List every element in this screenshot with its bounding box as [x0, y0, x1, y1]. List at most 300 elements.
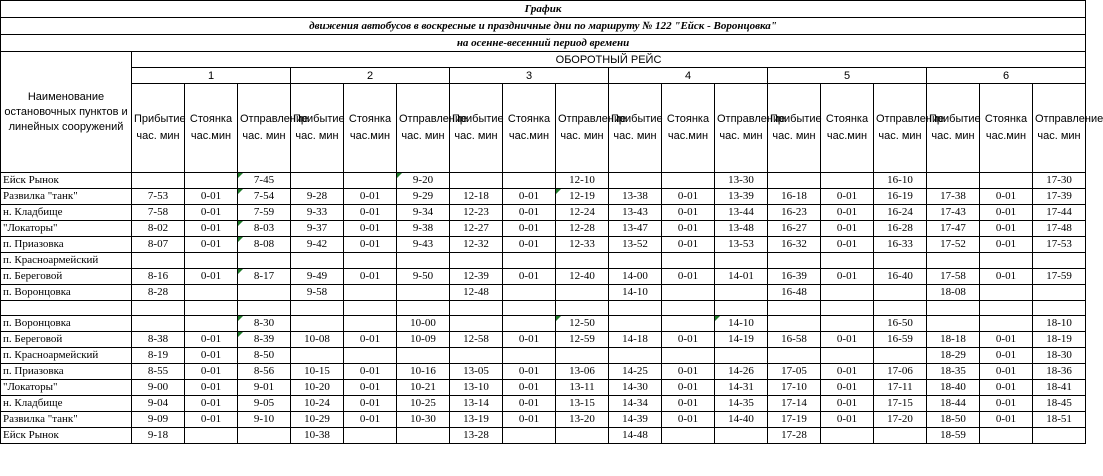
stop-name: п. Красноармейский	[1, 348, 132, 364]
arrival-time: 13-14	[450, 396, 503, 412]
departure-time	[238, 253, 291, 269]
table-row	[1, 205, 1086, 221]
departure-time: 13-44	[715, 205, 768, 221]
stop-duration	[185, 428, 238, 444]
stop-duration-header: Стоянка час.мин	[821, 84, 874, 173]
arrival-time: 14-39	[609, 412, 662, 428]
stop-duration: 0-01	[185, 380, 238, 396]
departure-time: 8-30	[238, 316, 291, 332]
arrival-time: 17-14	[768, 396, 821, 412]
arrival-time: 14-30	[609, 380, 662, 396]
arrival-time	[291, 173, 344, 189]
departure-time: 16-19	[874, 189, 927, 205]
stop-duration: 0-01	[662, 364, 715, 380]
arrival-time: 8-07	[132, 237, 185, 253]
arrival-time	[450, 173, 503, 189]
stop-duration: 0-01	[980, 189, 1033, 205]
arrival-header: Прибытие час. мин	[132, 84, 185, 173]
arrival-time: 18-35	[927, 364, 980, 380]
stop-duration: 0-01	[980, 269, 1033, 285]
arrival-time: 16-27	[768, 221, 821, 237]
table-row	[1, 332, 1086, 348]
departure-time	[556, 348, 609, 364]
arrival-time	[609, 173, 662, 189]
stop-name: "Локаторы"	[1, 380, 132, 396]
arrival-time: 17-58	[927, 269, 980, 285]
departure-time: 16-59	[874, 332, 927, 348]
stop-duration: 0-01	[821, 396, 874, 412]
departure-time	[715, 348, 768, 364]
arrival-time: 8-19	[132, 348, 185, 364]
arrival-time: 10-20	[291, 380, 344, 396]
stop-duration: 0-01	[662, 221, 715, 237]
stop-duration	[185, 253, 238, 269]
stop-duration: 0-01	[662, 189, 715, 205]
arrival-time: 18-59	[927, 428, 980, 444]
stop-duration	[344, 285, 397, 301]
departure-time: 18-45	[1033, 396, 1086, 412]
stop-duration: 0-01	[344, 380, 397, 396]
arrival-time	[450, 316, 503, 332]
departure-time: 17-59	[1033, 269, 1086, 285]
trip-number-header: 2	[291, 68, 450, 84]
departure-time: 12-28	[556, 221, 609, 237]
arrival-time: 9-00	[132, 380, 185, 396]
stop-duration: 0-01	[821, 269, 874, 285]
stop-duration	[503, 428, 556, 444]
stop-duration: 0-01	[503, 205, 556, 221]
table-row	[1, 380, 1086, 396]
arrival-time: 13-05	[450, 364, 503, 380]
arrival-header: Прибытие час. мин	[609, 84, 662, 173]
departure-time: 7-54	[238, 189, 291, 205]
departure-time: 12-24	[556, 205, 609, 221]
arrival-time: 12-48	[450, 285, 503, 301]
table-row	[1, 189, 1086, 205]
departure-time	[874, 285, 927, 301]
arrival-time: 13-43	[609, 205, 662, 221]
stop-duration	[185, 285, 238, 301]
departure-time: 13-53	[715, 237, 768, 253]
stop-duration: 0-01	[344, 269, 397, 285]
arrival-time: 14-10	[609, 285, 662, 301]
arrival-time	[609, 301, 662, 316]
departure-time: 13-48	[715, 221, 768, 237]
stop-duration	[662, 316, 715, 332]
stop-duration: 0-01	[344, 221, 397, 237]
stop-duration: 0-01	[344, 332, 397, 348]
departure-header: Отправление час. мин	[715, 84, 768, 173]
trip-number-header: 1	[132, 68, 291, 84]
departure-time: 13-20	[556, 412, 609, 428]
stop-duration	[980, 173, 1033, 189]
arrival-time: 17-47	[927, 221, 980, 237]
arrival-time	[132, 173, 185, 189]
arrival-time: 14-34	[609, 396, 662, 412]
departure-time: 18-36	[1033, 364, 1086, 380]
departure-time	[397, 301, 450, 316]
stop-name: Развилка "танк"	[1, 189, 132, 205]
departure-time: 16-40	[874, 269, 927, 285]
stop-name: п. Береговой	[1, 269, 132, 285]
stop-duration: 0-01	[821, 332, 874, 348]
stop-name: п. Приазовка	[1, 237, 132, 253]
arrival-time	[132, 301, 185, 316]
table-row	[1, 237, 1086, 253]
departure-time: 9-05	[238, 396, 291, 412]
arrival-time	[291, 253, 344, 269]
departure-time: 14-31	[715, 380, 768, 396]
stop-duration: 0-01	[344, 396, 397, 412]
departure-time	[238, 428, 291, 444]
arrival-time: 9-28	[291, 189, 344, 205]
arrival-time	[609, 316, 662, 332]
stop-duration: 0-01	[662, 380, 715, 396]
stop-duration	[344, 253, 397, 269]
table-row	[1, 173, 1086, 189]
departure-time	[874, 301, 927, 316]
stop-duration: 0-01	[185, 237, 238, 253]
arrival-time: 9-49	[291, 269, 344, 285]
table-row	[1, 285, 1086, 301]
stop-duration-header: Стоянка час.мин	[980, 84, 1033, 173]
table-row	[1, 301, 1086, 316]
stop-duration: 0-01	[185, 269, 238, 285]
stop-duration: 0-01	[185, 348, 238, 364]
departure-time: 9-43	[397, 237, 450, 253]
stop-duration: 0-01	[980, 348, 1033, 364]
stop-duration	[662, 253, 715, 269]
arrival-time: 17-38	[927, 189, 980, 205]
arrival-time	[291, 316, 344, 332]
stop-name	[1, 301, 132, 316]
reis-header: ОБОРОТНЫЙ РЕЙС	[132, 52, 1086, 68]
arrival-time: 7-58	[132, 205, 185, 221]
stop-duration: 0-01	[980, 396, 1033, 412]
departure-time: 18-19	[1033, 332, 1086, 348]
arrival-time	[609, 348, 662, 364]
departure-time: 8-17	[238, 269, 291, 285]
arrival-time: 14-25	[609, 364, 662, 380]
departure-time: 10-00	[397, 316, 450, 332]
departure-time: 9-10	[238, 412, 291, 428]
stop-duration: 0-01	[821, 237, 874, 253]
stop-duration	[185, 173, 238, 189]
departure-time: 17-30	[1033, 173, 1086, 189]
departure-time	[715, 301, 768, 316]
arrival-time: 14-18	[609, 332, 662, 348]
arrival-time: 13-19	[450, 412, 503, 428]
stop-name: п. Воронцовка	[1, 285, 132, 301]
stop-duration: 0-01	[980, 380, 1033, 396]
departure-time: 14-19	[715, 332, 768, 348]
arrival-time	[768, 173, 821, 189]
stop-duration	[821, 428, 874, 444]
stop-duration	[344, 173, 397, 189]
stop-duration: 0-01	[821, 205, 874, 221]
stop-duration: 0-01	[503, 269, 556, 285]
trip-number-header: 5	[768, 68, 927, 84]
stop-duration: 0-01	[185, 189, 238, 205]
stop-duration: 0-01	[821, 364, 874, 380]
stop-duration: 0-01	[503, 237, 556, 253]
stop-duration	[503, 253, 556, 269]
arrival-time: 17-43	[927, 205, 980, 221]
stop-duration	[662, 428, 715, 444]
stop-duration: 0-01	[185, 412, 238, 428]
departure-time	[238, 285, 291, 301]
stop-duration: 0-01	[503, 396, 556, 412]
stop-duration: 0-01	[185, 364, 238, 380]
arrival-time: 9-09	[132, 412, 185, 428]
departure-time	[874, 253, 927, 269]
stop-duration	[980, 301, 1033, 316]
arrival-time	[927, 173, 980, 189]
stop-duration	[344, 316, 397, 332]
arrival-time: 9-42	[291, 237, 344, 253]
stop-duration: 0-01	[185, 205, 238, 221]
arrival-time: 18-18	[927, 332, 980, 348]
departure-time: 9-29	[397, 189, 450, 205]
stop-duration: 0-01	[662, 205, 715, 221]
stop-duration-header: Стоянка час.мин	[344, 84, 397, 173]
arrival-time: 10-24	[291, 396, 344, 412]
arrival-time: 18-44	[927, 396, 980, 412]
stop-duration: 0-01	[980, 332, 1033, 348]
stop-duration: 0-01	[662, 237, 715, 253]
table-row	[1, 412, 1086, 428]
arrival-time	[768, 301, 821, 316]
stop-duration	[503, 301, 556, 316]
departure-time: 7-45	[238, 173, 291, 189]
departure-time: 8-56	[238, 364, 291, 380]
departure-time: 17-39	[1033, 189, 1086, 205]
departure-time	[1033, 253, 1086, 269]
departure-time	[715, 428, 768, 444]
departure-time: 9-38	[397, 221, 450, 237]
departure-time: 10-30	[397, 412, 450, 428]
stop-duration: 0-01	[980, 205, 1033, 221]
stop-name: Развилка "танк"	[1, 412, 132, 428]
arrival-header: Прибытие час. мин	[768, 84, 821, 173]
stop-duration	[821, 316, 874, 332]
arrival-time: 12-18	[450, 189, 503, 205]
table-row	[1, 221, 1086, 237]
table-row	[1, 348, 1086, 364]
arrival-time: 12-58	[450, 332, 503, 348]
stop-duration	[821, 348, 874, 364]
arrival-time: 13-52	[609, 237, 662, 253]
departure-time	[1033, 428, 1086, 444]
arrival-time: 17-28	[768, 428, 821, 444]
stop-duration: 0-01	[980, 221, 1033, 237]
departure-time: 13-11	[556, 380, 609, 396]
stop-duration: 0-01	[503, 412, 556, 428]
arrival-time: 8-16	[132, 269, 185, 285]
departure-time: 8-03	[238, 221, 291, 237]
arrival-time: 16-39	[768, 269, 821, 285]
departure-time	[397, 348, 450, 364]
arrival-time: 18-40	[927, 380, 980, 396]
departure-time: 16-10	[874, 173, 927, 189]
schedule-subtitle: движения автобусов в воскресные и праздничные дни по маршруту № 122 "Ейск - Воронцовка"	[1, 18, 1086, 35]
stop-duration	[503, 316, 556, 332]
departure-time: 18-10	[1033, 316, 1086, 332]
stop-duration: 0-01	[185, 332, 238, 348]
arrival-time	[132, 253, 185, 269]
stop-duration: 0-01	[503, 380, 556, 396]
arrival-time: 13-28	[450, 428, 503, 444]
stop-duration: 0-01	[344, 364, 397, 380]
arrival-time	[132, 316, 185, 332]
stop-duration	[662, 348, 715, 364]
stop-duration: 0-01	[662, 396, 715, 412]
arrival-time	[291, 348, 344, 364]
stop-duration	[185, 301, 238, 316]
arrival-time: 13-38	[609, 189, 662, 205]
departure-time	[397, 253, 450, 269]
stop-name-header: Наименование остановочных пунктов и линейных сооружений	[1, 52, 132, 173]
arrival-header: Прибытие час. мин	[291, 84, 344, 173]
arrival-time: 14-00	[609, 269, 662, 285]
stop-duration: 0-01	[344, 189, 397, 205]
departure-time	[874, 348, 927, 364]
stop-duration: 0-01	[980, 412, 1033, 428]
stop-duration: 0-01	[503, 332, 556, 348]
departure-time	[1033, 301, 1086, 316]
trip-number-header: 6	[927, 68, 1086, 84]
stop-duration-header: Стоянка час.мин	[503, 84, 556, 173]
arrival-time: 16-48	[768, 285, 821, 301]
arrival-time: 13-47	[609, 221, 662, 237]
departure-time	[556, 285, 609, 301]
stop-duration: 0-01	[185, 221, 238, 237]
stop-duration-header: Стоянка час.мин	[662, 84, 715, 173]
departure-time: 9-34	[397, 205, 450, 221]
departure-time: 17-44	[1033, 205, 1086, 221]
departure-time: 12-33	[556, 237, 609, 253]
departure-time: 16-33	[874, 237, 927, 253]
stop-duration: 0-01	[662, 269, 715, 285]
stop-duration	[821, 301, 874, 316]
table-row	[1, 316, 1086, 332]
stop-duration	[503, 173, 556, 189]
stop-duration: 0-01	[980, 237, 1033, 253]
departure-time: 8-39	[238, 332, 291, 348]
departure-time: 9-20	[397, 173, 450, 189]
stop-duration	[503, 348, 556, 364]
arrival-time: 18-50	[927, 412, 980, 428]
stop-duration	[344, 301, 397, 316]
arrival-time: 10-29	[291, 412, 344, 428]
departure-header: Отправление час. мин	[874, 84, 927, 173]
stop-name: Ейск Рынок	[1, 428, 132, 444]
stop-duration: 0-01	[503, 189, 556, 205]
arrival-time	[768, 253, 821, 269]
departure-time: 17-06	[874, 364, 927, 380]
departure-time: 9-50	[397, 269, 450, 285]
departure-time: 14-01	[715, 269, 768, 285]
stop-duration	[980, 316, 1033, 332]
arrival-time: 12-27	[450, 221, 503, 237]
table-row	[1, 364, 1086, 380]
departure-time	[715, 285, 768, 301]
departure-time: 7-59	[238, 205, 291, 221]
arrival-time	[768, 348, 821, 364]
trip-number-header: 4	[609, 68, 768, 84]
stop-name: п. Красноармейский	[1, 253, 132, 269]
arrival-time: 17-19	[768, 412, 821, 428]
departure-time: 10-09	[397, 332, 450, 348]
departure-time: 13-15	[556, 396, 609, 412]
departure-time: 12-50	[556, 316, 609, 332]
stop-duration: 0-01	[980, 364, 1033, 380]
stop-duration	[821, 285, 874, 301]
departure-time: 14-26	[715, 364, 768, 380]
arrival-time	[450, 301, 503, 316]
arrival-time	[927, 253, 980, 269]
stop-name: Ейск Рынок	[1, 173, 132, 189]
departure-time: 10-21	[397, 380, 450, 396]
arrival-header: Прибытие час. мин	[927, 84, 980, 173]
departure-header: Отправление час. мин	[238, 84, 291, 173]
departure-time	[1033, 285, 1086, 301]
arrival-time: 10-08	[291, 332, 344, 348]
arrival-time: 12-23	[450, 205, 503, 221]
departure-time: 13-30	[715, 173, 768, 189]
arrival-time	[927, 301, 980, 316]
arrival-time: 9-33	[291, 205, 344, 221]
stop-duration: 0-01	[821, 221, 874, 237]
departure-time: 14-10	[715, 316, 768, 332]
arrival-time: 9-04	[132, 396, 185, 412]
departure-time	[874, 428, 927, 444]
arrival-time: 18-08	[927, 285, 980, 301]
stop-duration	[344, 428, 397, 444]
stop-duration	[980, 428, 1033, 444]
departure-time: 17-53	[1033, 237, 1086, 253]
table-row	[1, 253, 1086, 269]
departure-time: 18-51	[1033, 412, 1086, 428]
departure-time: 10-16	[397, 364, 450, 380]
departure-time: 17-20	[874, 412, 927, 428]
stop-duration: 0-01	[503, 221, 556, 237]
stop-duration: 0-01	[344, 237, 397, 253]
stop-duration: 0-01	[821, 380, 874, 396]
departure-time: 8-08	[238, 237, 291, 253]
arrival-time	[450, 253, 503, 269]
departure-time	[556, 253, 609, 269]
arrival-time	[768, 316, 821, 332]
stop-duration: 0-01	[662, 412, 715, 428]
departure-time: 12-59	[556, 332, 609, 348]
arrival-time: 16-18	[768, 189, 821, 205]
arrival-time: 9-58	[291, 285, 344, 301]
arrival-time: 9-18	[132, 428, 185, 444]
stop-name: п. Воронцовка	[1, 316, 132, 332]
departure-time: 18-41	[1033, 380, 1086, 396]
arrival-header: Прибытие час. мин	[450, 84, 503, 173]
departure-time: 10-25	[397, 396, 450, 412]
departure-time	[397, 285, 450, 301]
arrival-time: 16-23	[768, 205, 821, 221]
stop-duration: 0-01	[185, 396, 238, 412]
stop-duration: 0-01	[821, 412, 874, 428]
departure-time: 12-19	[556, 189, 609, 205]
departure-time: 17-15	[874, 396, 927, 412]
arrival-time: 12-32	[450, 237, 503, 253]
schedule-period: на осенне-весенний период времени	[1, 35, 1086, 52]
